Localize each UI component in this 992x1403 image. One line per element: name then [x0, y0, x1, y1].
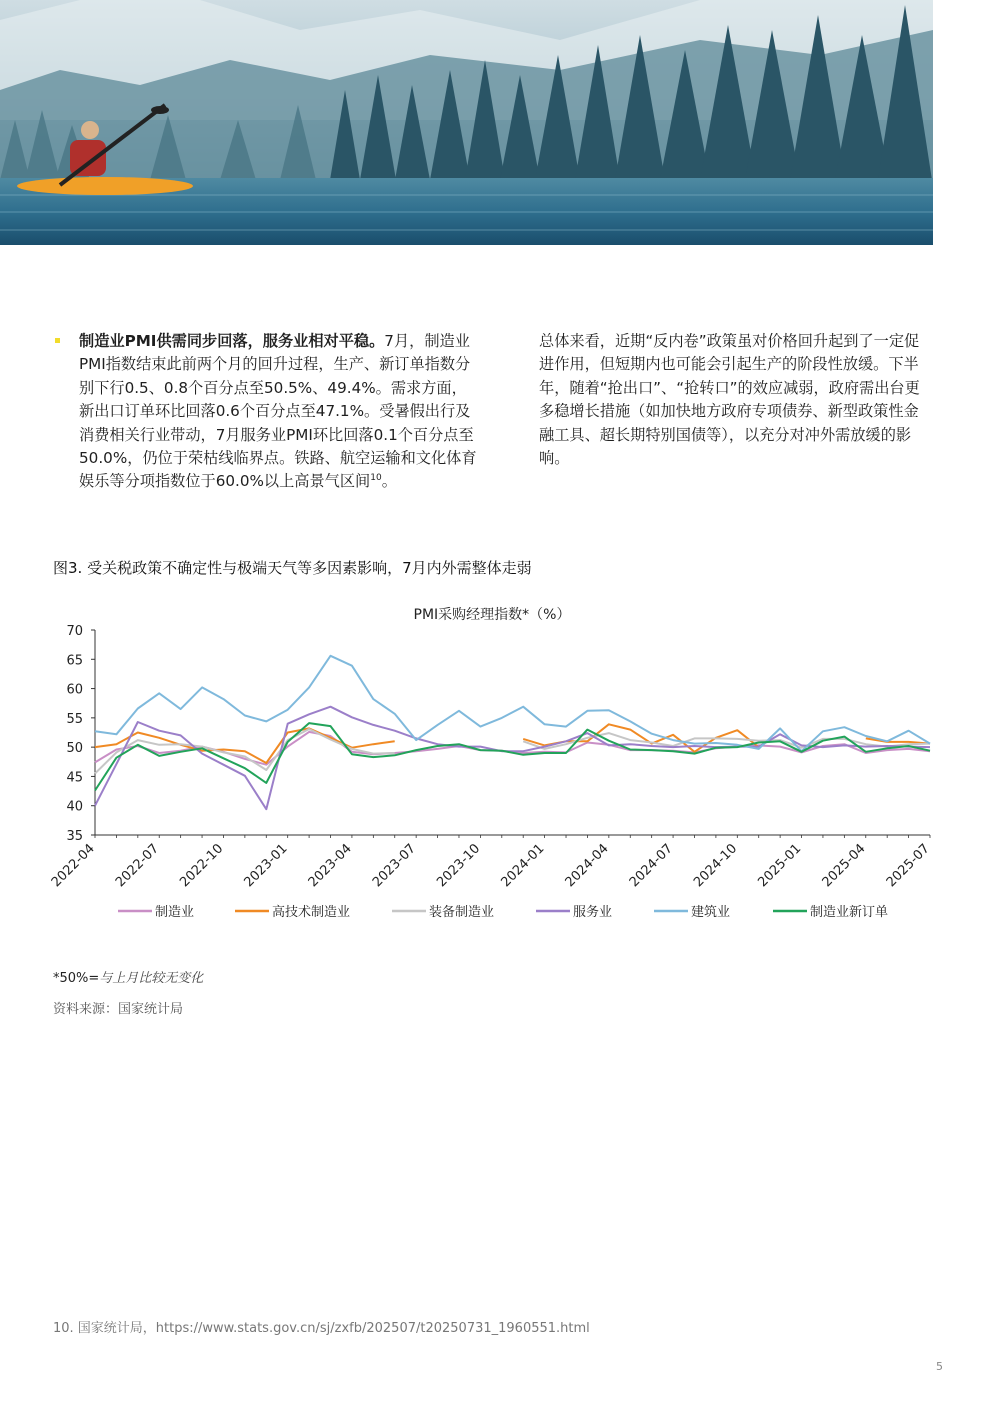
- hero-photo: [0, 0, 933, 245]
- x-tick-label: 2024-04: [562, 841, 612, 891]
- x-tick-label: 2022-07: [113, 841, 163, 891]
- y-axis: [66, 624, 95, 844]
- series-line: [95, 656, 930, 751]
- y-tick-label: 40: [66, 799, 83, 815]
- y-tick-label: 70: [66, 624, 83, 639]
- legend-label: 服务业: [573, 905, 613, 920]
- legend-label: 高技术制造业: [272, 905, 351, 920]
- left-body-text: 7月，制造业PMI指数结束此前两个月的回升过程，生产、新订单指数分别下行0.5、0.8个百分点至50.5%、49.4%。需求方面，新出口订单环比回落0.6个百分点至47.1%。受暑假出行及消费相关行业带动，7月服务业PMI环比回落0.1个百分点至50.0%，仍位于荣枯线临界点。铁路、航空运输和文化体育娱乐等分项指数位于60.0%以上高景气区间: [79, 332, 477, 491]
- chart-title: PMI采购经理指数*（%）: [413, 607, 571, 623]
- footnote-ref[interactable]: 10: [370, 473, 382, 484]
- y-tick-label: 60: [66, 682, 83, 698]
- chart-note: [53, 967, 203, 986]
- x-tick-label: 2022-04: [48, 841, 98, 891]
- right-column-text: 总体来看，近期“反内卷”政策虽对价格回升起到了一定促进作用，但短期内也可能会引起生产的阶段性放缓。下半年，随着“抢出口”、“抢转口”的效应减弱，政府需出台更多稳增长措施（如加快地方政府专项债券、新型政策性金融工具、超长期特别国债等），以充分对冲外需放缓的影响。: [539, 332, 920, 468]
- figure-caption: 图3. 受关税政策不确定性与极端天气等多因素影响，7月内外需整体走弱: [53, 559, 532, 577]
- note-italic: 与上月比较无变化: [99, 971, 204, 986]
- footnote-link[interactable]: 10. 国家统计局，https://www.stats.gov.cn/sj/zxfb/202507/t20250731_1960551.html: [53, 1321, 590, 1336]
- legend-label: 装备制造业: [429, 905, 495, 920]
- left-body-tail: 。: [381, 472, 397, 491]
- left-column-text: [79, 330, 479, 494]
- y-tick-label: 35: [66, 829, 83, 844]
- x-tick-label: 2023-07: [369, 841, 419, 891]
- x-tick-label: 2024-10: [691, 841, 741, 891]
- x-tick-label: 2023-01: [241, 841, 291, 891]
- legend-label: 制造业: [155, 905, 195, 920]
- x-tick-label: 2023-10: [434, 841, 484, 891]
- page-number: 5: [936, 1360, 943, 1373]
- y-tick-label: 45: [66, 770, 83, 786]
- x-tick-label: 2025-07: [883, 841, 933, 891]
- x-tick-label: 2022-10: [177, 841, 227, 891]
- y-tick-label: 55: [66, 711, 83, 727]
- y-tick-label: 50: [66, 741, 83, 757]
- legend-label: 制造业新订单: [810, 905, 889, 920]
- y-tick-label: 65: [66, 653, 83, 669]
- legend-label: 建筑业: [691, 905, 731, 920]
- series-lines: [95, 656, 930, 809]
- bullet-marker: [55, 338, 60, 343]
- chart-legend: [118, 904, 888, 920]
- x-tick-label: 2024-01: [498, 841, 548, 891]
- pmi-line-chart: [40, 595, 950, 935]
- series-line: [95, 723, 930, 790]
- x-tick-label: 2025-04: [819, 841, 869, 891]
- x-tick-label: 2023-04: [305, 841, 355, 891]
- source-line: 资料来源：国家统计局: [53, 1002, 184, 1017]
- x-axis: [49, 835, 933, 890]
- lead-bold-text: 制造业PMI供需同步回落，服务业相对平稳。: [79, 332, 385, 350]
- x-tick-label: 2024-07: [626, 841, 676, 891]
- note-prefix: *50%=: [53, 971, 100, 986]
- x-tick-label: 2025-01: [755, 841, 805, 891]
- series-line: [95, 707, 930, 810]
